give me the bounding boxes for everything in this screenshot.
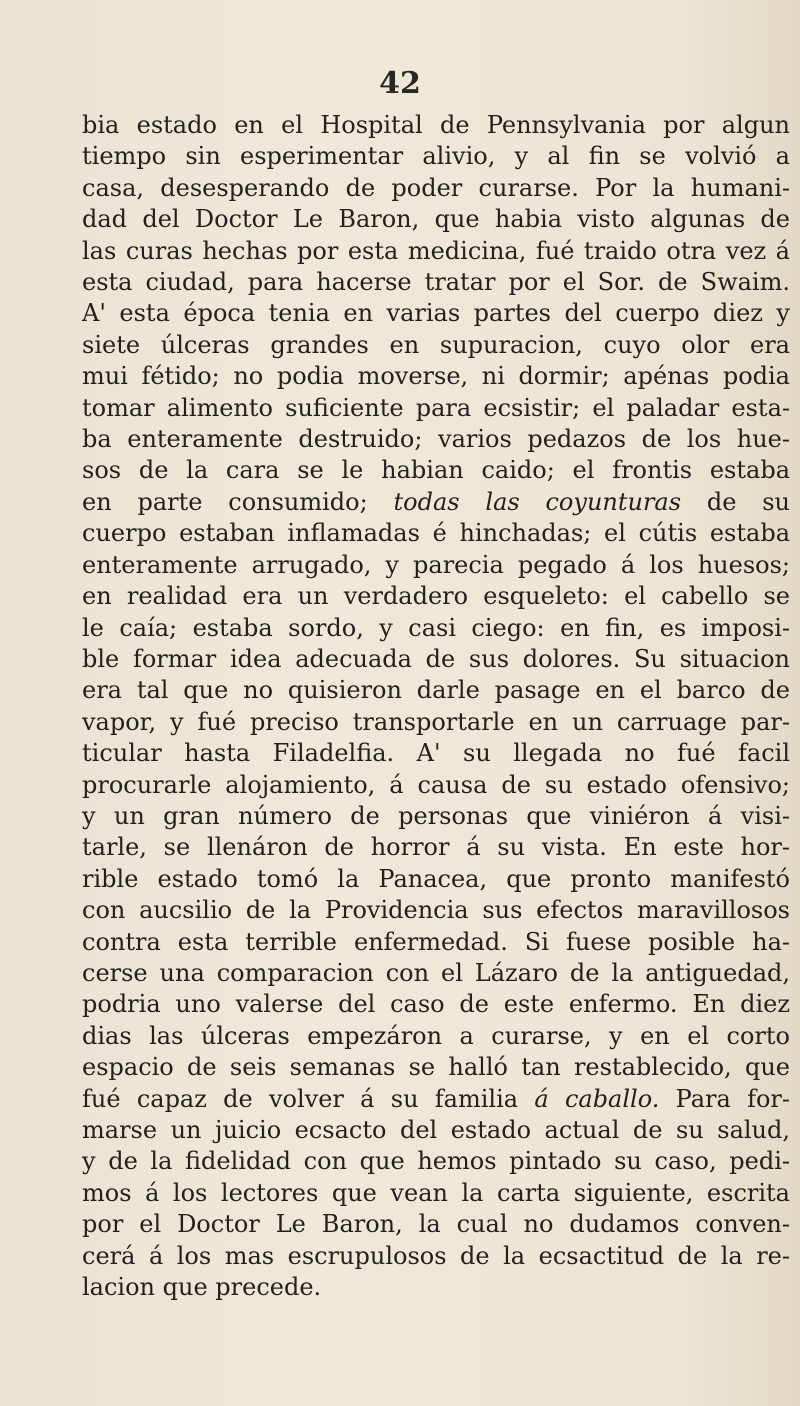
text-line	[82, 487, 790, 518]
text-line	[82, 110, 790, 141]
text-segment: y un gran número de personas que viniéron á visi-	[82, 801, 790, 830]
text-line	[82, 1052, 790, 1083]
text-line	[82, 455, 790, 486]
text-line	[82, 895, 790, 926]
text-line	[82, 927, 790, 958]
text-line	[82, 141, 790, 172]
text-segment: cerse una comparacion con el Lázaro de la antiguedad,	[82, 958, 790, 987]
text-line	[82, 864, 790, 895]
text-line	[82, 707, 790, 738]
text-segment: de su	[681, 487, 790, 516]
text-segment: en parte consumido;	[82, 487, 394, 516]
text-segment: Para for-	[659, 1084, 790, 1113]
text-segment: siete úlceras grandes en supuracion, cuyo olor era	[82, 330, 790, 359]
text-line	[82, 424, 790, 455]
text-segment: espacio de seis semanas se halló tan restablecido, que	[82, 1053, 790, 1082]
text-segment: cuerpo estaban inflamadas é hinchadas; el cútis estaba	[82, 519, 790, 548]
text-line	[82, 1209, 790, 1240]
text-segment: dad del Doctor Le Baron, que habia visto algunas de	[82, 205, 790, 234]
text-segment: marse un juicio ecsacto del estado actual de su salud,	[82, 1116, 790, 1144]
text-line	[82, 644, 790, 675]
text-segment: cerá á los mas escrupulosos de la ecsactitud de la re-	[82, 1241, 790, 1270]
text-segment: bia estado en el Hospital de Pennsylvania por algun	[82, 111, 790, 139]
text-segment: contra esta terrible enfermedad. Si fuese posible ha-	[82, 927, 790, 956]
text-line	[82, 832, 790, 863]
text-line	[82, 1146, 790, 1177]
text-line	[82, 173, 790, 204]
text-line	[82, 330, 790, 361]
text-segment: lacion que precede.	[82, 1273, 322, 1302]
text-line	[82, 393, 790, 424]
text-line	[82, 801, 790, 832]
text-segment: casa, desesperando de poder curarse. Por la humani-	[82, 173, 790, 202]
text-segment: ba enteramente destruido; varios pedazos de los hue-	[82, 425, 790, 454]
text-segment: vapor, y fué preciso transportarle en un carruage par-	[82, 707, 790, 736]
text-line	[82, 236, 790, 267]
text-segment: tiempo sin esperimentar alivio, y al fin se volvió a	[82, 142, 790, 171]
text-line	[82, 613, 790, 644]
text-segment: era tal que no quisieron darle pasage en el barco de	[82, 676, 790, 705]
text-line	[82, 518, 790, 549]
text-segment: A' esta época tenia en varias partes del cuerpo diez y	[82, 299, 790, 328]
text-segment: le caía; estaba sordo, y casi ciego: en fin, es imposi-	[82, 613, 790, 642]
text-segment: en realidad era un verdadero esqueleto: el cabello se	[82, 582, 790, 611]
text-line	[82, 675, 790, 706]
text-line	[82, 298, 790, 329]
text-line	[82, 1021, 790, 1052]
text-line	[82, 550, 790, 581]
text-line	[82, 738, 790, 769]
text-segment: procurarle alojamiento, á causa de su estado ofensivo;	[82, 770, 790, 799]
text-line	[82, 989, 790, 1020]
text-segment: sos de la cara se le habian caido; el frontis estaba	[82, 456, 790, 485]
text-segment: enteramente arrugado, y parecia pegado á los huesos;	[82, 550, 790, 579]
text-line	[82, 958, 790, 989]
italic-text: todas las coyunturas	[393, 487, 682, 516]
italic-text: á caballo.	[534, 1084, 660, 1113]
body-text	[82, 110, 790, 1303]
text-segment: tarle, se llenáron de horror á su vista. En este hor-	[82, 833, 790, 862]
text-segment: las curas hechas por esta medicina, fué traido otra vez á	[82, 236, 790, 265]
text-segment: podria uno valerse del caso de este enfermo. En diez	[82, 990, 790, 1019]
text-line	[82, 1115, 790, 1146]
text-segment: tomar alimento suficiente para ecsistir; el paladar esta-	[82, 393, 790, 422]
text-line	[82, 361, 790, 392]
text-line	[82, 770, 790, 801]
text-segment: con aucsilio de la Providencia sus efectos maravillosos	[82, 896, 790, 925]
text-segment: rible estado tomó la Panacea, que pronto manifestó	[82, 864, 790, 893]
text-segment: mos á los lectores que vean la carta siguiente, escrita	[82, 1178, 790, 1207]
text-segment: y de la fidelidad con que hemos pintado su caso, pedi-	[82, 1147, 790, 1176]
text-line	[82, 1241, 790, 1272]
text-segment: fué capaz de volver á su familia	[82, 1084, 535, 1113]
page-number: 42	[379, 66, 421, 101]
text-line	[82, 581, 790, 612]
text-segment: ble formar idea adecuada de sus dolores. Su situacion	[82, 644, 790, 673]
text-line	[82, 1084, 790, 1115]
text-segment: dias las úlceras empezáron a curarse, y en el corto	[82, 1021, 790, 1050]
text-segment: mui fétido; no podia moverse, ni dormir; apénas podia	[82, 362, 790, 391]
text-line	[82, 1272, 790, 1303]
text-segment: ticular hasta Filadelfia. A' su llegada no fué facil	[82, 739, 790, 768]
text-line	[82, 267, 790, 298]
text-line	[82, 1178, 790, 1209]
text-line	[82, 204, 790, 235]
text-segment: esta ciudad, para hacerse tratar por el Sor. de Swaim.	[82, 268, 790, 297]
text-segment: por el Doctor Le Baron, la cual no dudamos conven-	[82, 1210, 790, 1239]
